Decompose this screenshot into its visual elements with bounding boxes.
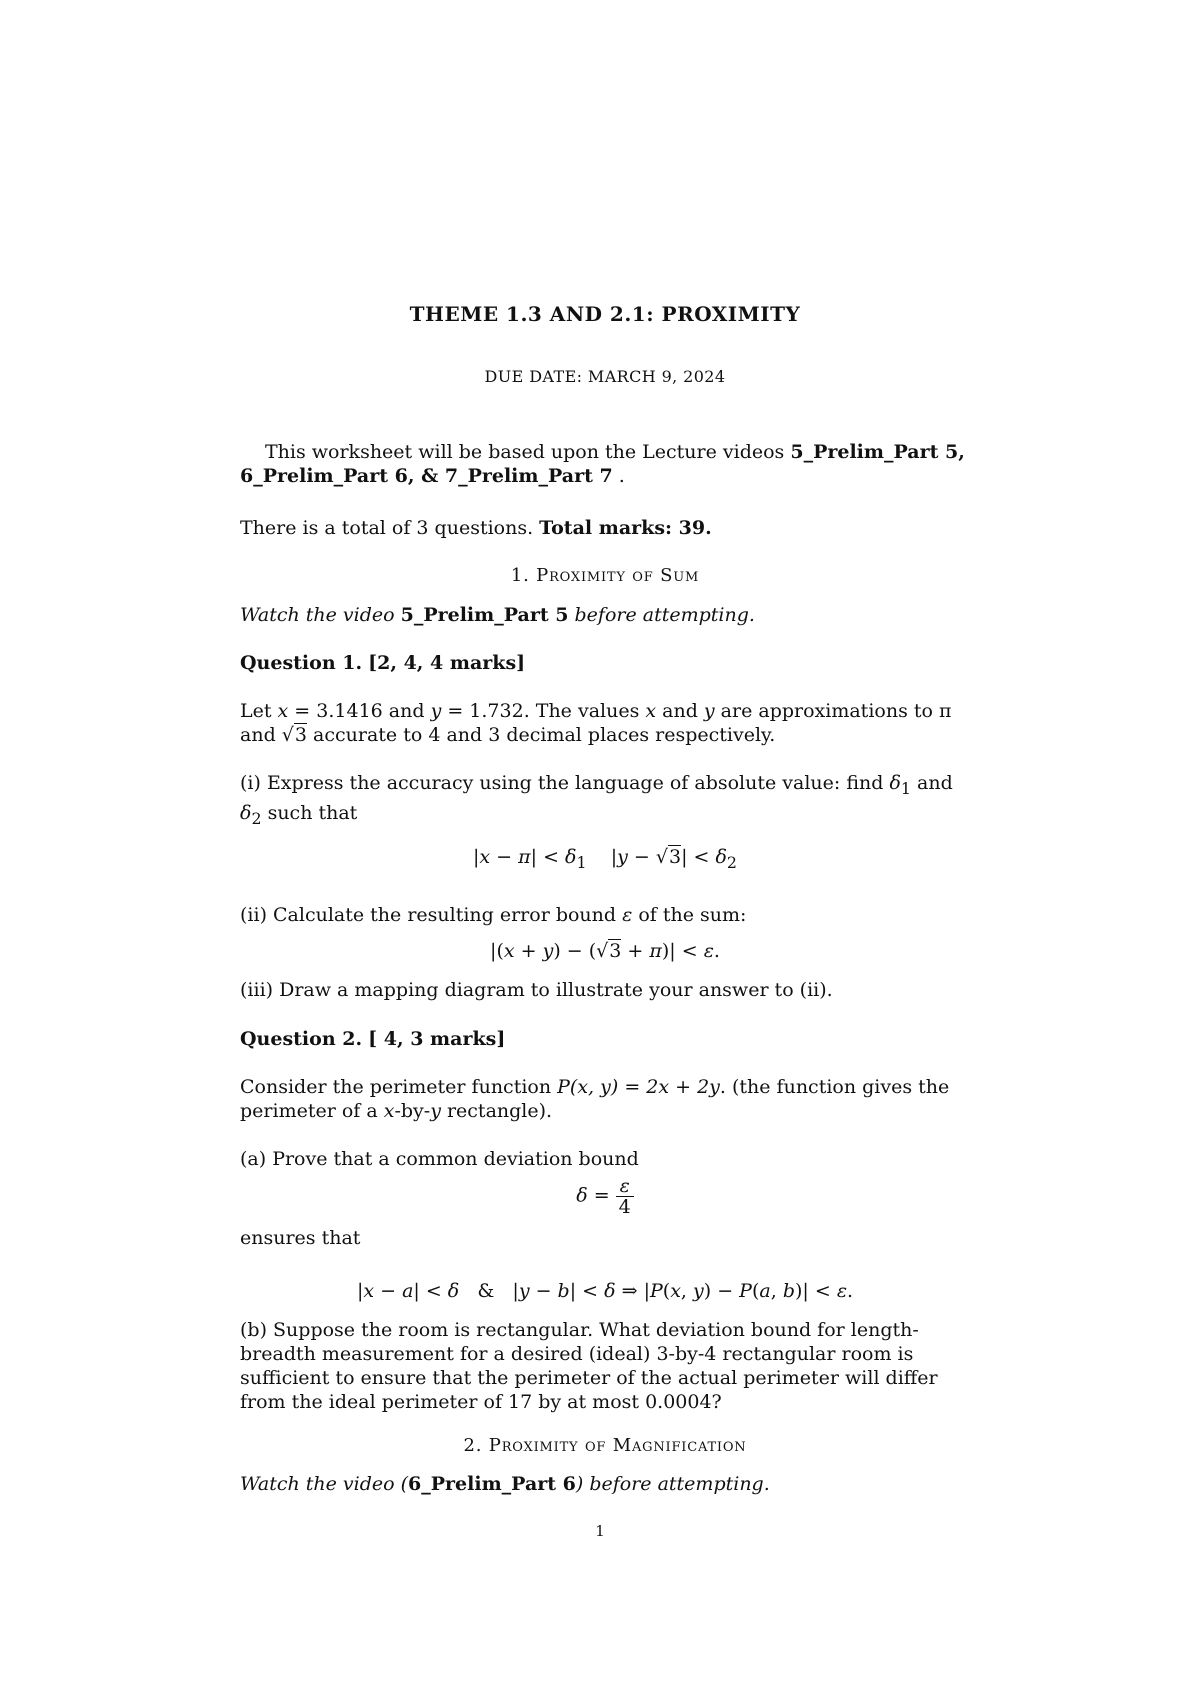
q2-part-a: (a) Prove that a common deviation bound <box>240 1148 639 1170</box>
perimeter-function: P(x, y) = 2x + 2y <box>557 1076 720 1098</box>
q2-ensures: ensures that <box>240 1227 361 1249</box>
total-questions: There is a total of 3 questions. Total marks: 39. <box>240 517 712 539</box>
q1-part-ii: (ii) Calculate the resulting error bound ε of the sum: <box>240 904 747 926</box>
due-date: DUE DATE: MARCH 9, 2024 <box>484 367 726 386</box>
question-2-marks: [ 4, 3 marks] <box>368 1028 506 1050</box>
q2-implication-equation: |x − a| < δ & |y − b| < δ ⇒ |P(x, y) − P(a, b)| < ε. <box>356 1280 854 1302</box>
document-title: THEME 1.3 AND 2.1: PROXIMITY <box>409 302 801 326</box>
section-2-watch: Watch the video (6_Prelim_Part 6) before attempting. <box>240 1473 770 1495</box>
total-marks: Total marks: 39. <box>539 517 712 539</box>
question-1-heading: Question 1. [2, 4, 4 marks] <box>240 652 526 674</box>
q1-sum-equation: |(x + y) − (√3 + π)| < ε. <box>490 940 720 962</box>
q2-intro: Consider the perimeter function P(x, y) = 2x + 2y. (the function gives the perimeter of a x-by-y rectangle). <box>240 1076 950 1122</box>
section-2-video: 6_Prelim_Part 6 <box>408 1473 576 1495</box>
q1-part-i: (i) Express the accuracy using the language of absolute value: find $\delta_1$ and $\delta_2$ such that <box>240 772 953 828</box>
question-2-heading: Question 2. [ 4, 3 marks] <box>240 1028 506 1050</box>
page-number: 1 <box>595 1522 605 1540</box>
delta-bound-equation: δ = $\frac{\varepsilon}{4}$ <box>240 1176 970 1217</box>
q1-part-iii: (iii) Draw a mapping diagram to illustrate your answer to (ii). <box>240 979 833 1001</box>
q2-part-b: (b) Suppose the room is rectangular. What deviation bound for length-breadth measurement for a desired (ideal) 3-by-4 rectangular room is sufficient to ensure that the perimeter of the actual perimeter will differ from the ideal perimeter of 17 by at most 0.0004? <box>240 1319 938 1413</box>
section-1-video: 5_Prelim_Part 5 <box>400 604 569 626</box>
section-2-heading: 2. Proximity of Magnification <box>463 1435 747 1456</box>
video-list: 5_Prelim_Part 5, 6_Prelim_Part 6, & 7_Prelim_Part 7 <box>240 441 965 487</box>
section-1-heading: 1. Proximity of Sum <box>510 565 700 586</box>
q1-accuracy-equation: $|x - \pi| < \delta_1$ $|y - √3| < \delta_2$ <box>473 846 737 872</box>
section-1-watch: Watch the video 5_Prelim_Part 5 before attempting. <box>240 604 755 626</box>
question-1-marks: [2, 4, 4 marks] <box>368 652 526 674</box>
q1-intro: Let x = 3.1416 and y = 1.732. The values x and y are approximations to π and √3 accurate to 4 and 3 decimal places respectively. <box>240 700 952 746</box>
intro-paragraph: This worksheet will be based upon the Lecture videos 5_Prelim_Part 5, 6_Prelim_Part 6, & 7_Prelim_Part 7 . <box>240 441 965 487</box>
